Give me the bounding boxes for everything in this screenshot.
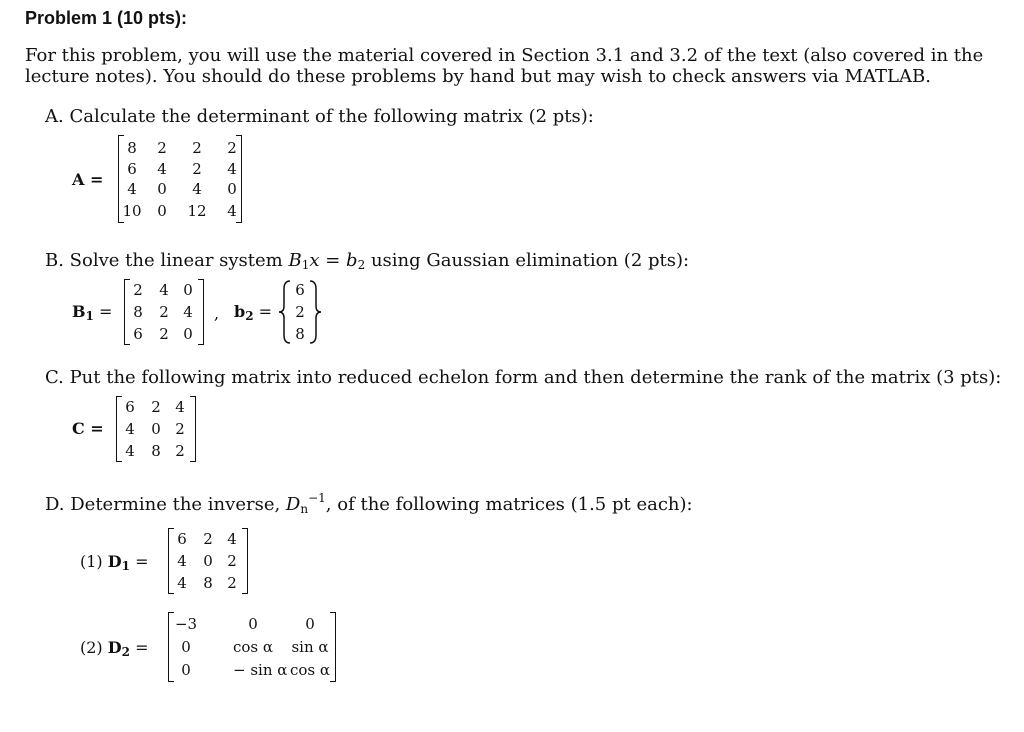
matrix-b1-cell: 4	[183, 303, 193, 321]
matrix-b1-cell: 0	[183, 281, 193, 299]
matrix-b-comma: ,	[214, 304, 220, 323]
part-d-d: D	[285, 494, 301, 515]
part-b-prefix: B. Solve the linear system	[45, 250, 289, 271]
matrix-d2-cell: 0	[181, 638, 191, 656]
part-c-text: C. Put the following matrix into reduced echelon form and then determine the rank of the matrix (3 pts):	[45, 367, 1002, 388]
matrix-a-cell: 12	[187, 202, 207, 220]
matrix-b1-cell: 6	[133, 325, 143, 343]
matrix-a-cell: 0	[157, 180, 167, 198]
matrix-a-cell: 2	[192, 139, 202, 157]
matrix-b1	[124, 279, 204, 345]
part-b-eq-equals: =	[319, 250, 347, 271]
matrix-d2-cell: cos α	[290, 661, 331, 679]
matrix-c-cell: 0	[151, 420, 161, 438]
matrix-d1-cell: 4	[177, 574, 187, 592]
vector-b2-label	[234, 302, 272, 323]
matrix-a-cell: 4	[127, 180, 137, 198]
matrix-c-cell: 4	[125, 420, 135, 438]
vector-b2-label-b: b	[234, 302, 246, 321]
vector-b2-cell: 6	[295, 281, 305, 299]
vector-b2-label-sub: 2	[245, 309, 254, 323]
matrix-c-label	[72, 419, 104, 438]
part-d-suffix: , of the following matrices (1.5 pt each):	[325, 494, 693, 515]
vector-b2	[278, 279, 322, 345]
matrix-c-cell: 6	[125, 398, 135, 416]
vector-b2-cell: 2	[295, 303, 305, 321]
part-b-eq-sub2: 2	[357, 258, 366, 272]
part-b-eq-b: B	[288, 250, 302, 271]
matrix-b1-label-sub: 1	[85, 309, 94, 323]
matrix-d2-right-bracket	[330, 612, 336, 682]
matrix-d2	[168, 612, 336, 682]
matrix-b1-cell: 0	[183, 325, 193, 343]
matrix-a-cell: 4	[157, 160, 167, 178]
part-b-eq-sub1: 1	[301, 258, 310, 272]
matrix-d1-prefix: (1)	[80, 552, 108, 571]
matrix-a-cell: 4	[192, 180, 202, 198]
part-b-suffix: using Gaussian elimination (2 pts):	[365, 250, 690, 271]
matrix-c-label-text: C =	[72, 419, 104, 438]
matrix-a-cell: 8	[127, 139, 137, 157]
matrix-d1-cell: 4	[227, 530, 237, 548]
matrix-c-cell: 8	[151, 442, 161, 460]
matrix-c-cell: 2	[175, 442, 185, 460]
matrix-a-label	[72, 170, 103, 189]
matrix-d1-cell: 8	[203, 574, 213, 592]
matrix-d1-cell: 2	[227, 552, 237, 570]
part-b-eq-b2: b	[346, 250, 358, 271]
matrix-b1-cell: 2	[133, 281, 143, 299]
problem-intro: For this problem, you will use the material covered in Section 3.1 and 3.2 of the text (also covered in the lecture notes). You should do these problems by hand but may wish to check answers via MATLAB.	[25, 45, 984, 87]
matrix-d2-label-sub: 2	[121, 645, 130, 659]
problem-title: Problem 1 (10 pts):	[25, 8, 188, 28]
part-d-n: n	[300, 502, 309, 516]
matrix-a-cell: 0	[157, 202, 167, 220]
matrix-d1-cell: 6	[177, 530, 187, 548]
matrix-c-cell: 2	[151, 398, 161, 416]
matrix-d1-cell: 4	[177, 552, 187, 570]
matrix-a-cell: 2	[227, 139, 237, 157]
matrix-c-cell: 4	[175, 398, 185, 416]
matrix-d2-cell: − sin α	[233, 661, 288, 679]
matrix-d2-label-d: D	[107, 638, 122, 657]
matrix-d1-label-d: D	[107, 552, 122, 571]
matrix-b1-label-eq: =	[93, 302, 113, 321]
matrix-d2-cell: 0	[305, 615, 315, 633]
matrix-d1-cell: 2	[203, 530, 213, 548]
part-a-text: A. Calculate the determinant of the following matrix (2 pts):	[45, 106, 594, 127]
matrix-d2-label	[80, 638, 148, 659]
matrix-d2-cell: sin α	[291, 638, 329, 656]
matrix-d1-cell: 0	[203, 552, 213, 570]
matrix-a-label-text: A =	[72, 170, 104, 189]
matrix-b1-cell: 2	[159, 325, 169, 343]
matrix-b1-cell: 4	[159, 281, 169, 299]
vector-b2-label-eq: =	[253, 302, 273, 321]
matrix-b1-label-b: B	[72, 302, 86, 321]
part-b-eq-x: x	[309, 250, 320, 271]
matrix-d2-cell: 0	[248, 615, 258, 633]
matrix-d1	[168, 528, 248, 594]
matrix-d1-label-eq: =	[129, 552, 149, 571]
matrix-d1-label-sub: 1	[121, 559, 130, 573]
matrix-d2-cell: cos α	[233, 638, 274, 656]
matrix-a-cell: 2	[192, 160, 202, 178]
matrix-c	[116, 396, 196, 462]
matrix-d2-label-eq: =	[129, 638, 149, 657]
matrix-a	[118, 135, 242, 223]
matrix-a-cell: 4	[227, 160, 237, 178]
matrix-d1-label	[80, 552, 148, 573]
part-d-inverse-exp: −1	[308, 491, 326, 505]
part-d-text	[45, 491, 693, 516]
matrix-c-cell: 4	[125, 442, 135, 460]
matrix-a-cell: 4	[227, 202, 237, 220]
matrix-b1-cell: 8	[133, 303, 143, 321]
matrix-b1-label	[72, 302, 112, 323]
matrix-a-cell: 6	[127, 160, 137, 178]
matrix-d2-prefix: (2)	[80, 638, 108, 657]
part-d-prefix: D. Determine the inverse,	[45, 494, 286, 515]
matrix-a-cell: 10	[122, 202, 142, 220]
matrix-b1-cell: 2	[159, 303, 169, 321]
matrix-d2-cell: 0	[181, 661, 191, 679]
matrix-c-cell: 2	[175, 420, 185, 438]
vector-b2-cell: 8	[295, 325, 305, 343]
part-b-text	[45, 250, 689, 272]
matrix-a-cell: 0	[227, 180, 237, 198]
matrix-d1-cell: 2	[227, 574, 237, 592]
matrix-a-cell: 2	[157, 139, 167, 157]
matrix-d2-cell: −3	[174, 615, 198, 633]
